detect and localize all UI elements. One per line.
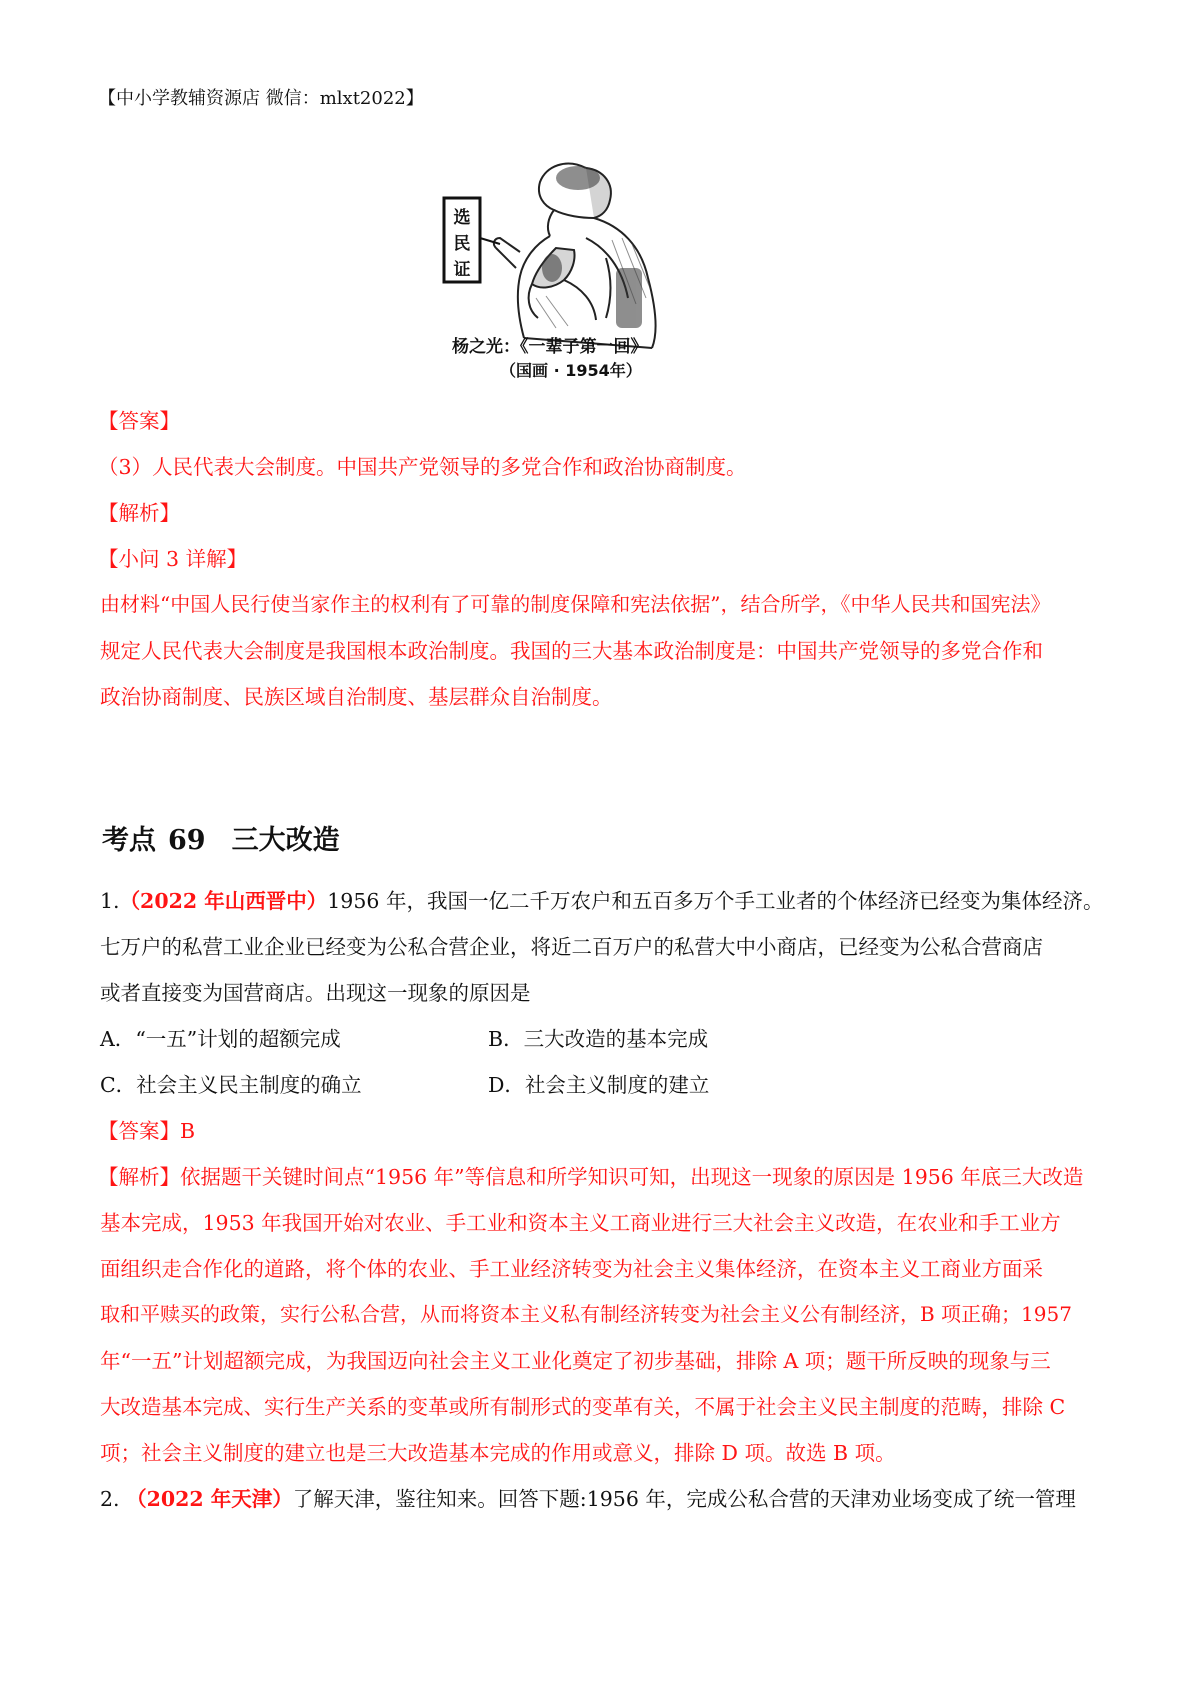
- analysis-line: 面组织走合作化的道路，将个体的农业、手工业经济转变为社会主义集体经济，在资本主义工商业方面采: [100, 1257, 1043, 1281]
- answer-text: （3）人民代表大会制度。中国共产党领导的多党合作和政治协商制度。: [98, 455, 747, 479]
- page-header: 【中小学教辅资源店 微信：mlxt2022】: [98, 88, 424, 109]
- painting-caption-year: （国画 · 1954年）: [500, 361, 642, 380]
- option-key: A．: [100, 1027, 136, 1051]
- analysis-text: 依据题干关键时间点“1956 年”等信息和所学知识可知，出现这一现象的原因是 1956 年底三大改造: [180, 1165, 1084, 1189]
- answer-label: 【答案】: [98, 409, 180, 433]
- voter-card-char-1: 选: [453, 208, 471, 228]
- option-key: D．: [488, 1073, 525, 1097]
- voter-card-char-3: 证: [453, 260, 471, 280]
- question-stem-line: 七万户的私营工业企业已经变为公私合营企业，将近二百万户的私营大中小商店，已经变为公私合营商店: [100, 935, 1043, 959]
- option-text: 社会主义民主制度的确立: [136, 1073, 362, 1097]
- option-text: 社会主义制度的建立: [524, 1073, 710, 1097]
- q1-answer: [98, 1114, 195, 1144]
- question-2-first-line: [100, 1482, 1076, 1512]
- painting-caption-title: 杨之光：《一辈子第一回》: [452, 337, 648, 357]
- answer-label: 【答案】: [98, 1119, 180, 1143]
- detail-line: 政治协商制度、民族区域自治制度、基层群众自治制度。: [100, 685, 613, 709]
- option-d: [488, 1068, 709, 1098]
- option-a: [100, 1022, 341, 1052]
- question-source: （2022 年天津）: [126, 1487, 293, 1511]
- analysis-line: 基本完成，1953 年我国开始对农业、手工业和资本主义工商业进行三大社会主义改造，在农业和手工业方: [100, 1211, 1061, 1235]
- painting-illustration: [436, 148, 732, 416]
- question-number: 2.: [100, 1487, 120, 1511]
- option-b: [488, 1022, 708, 1052]
- answer-value: B: [180, 1119, 196, 1143]
- analysis-label: 【解析】: [98, 1165, 180, 1189]
- question-stem-line: 或者直接变为国营商店。出现这一现象的原因是: [100, 981, 531, 1005]
- option-text: “一五”计划的超额完成: [135, 1027, 341, 1051]
- section-heading: [102, 818, 340, 857]
- section-prefix: 考点: [102, 825, 156, 856]
- question-source: （2022 年山西晋中）: [119, 889, 328, 913]
- voter-card-char-2: 民: [453, 234, 471, 254]
- option-key: C．: [100, 1073, 137, 1097]
- analysis-line: 大改造基本完成、实行生产关系的变革或所有制形式的变革有关，不属于社会主义民主制度的范畴，排除 C: [100, 1395, 1066, 1419]
- analysis-line: 取和平赎买的政策，实行公私合营，从而将资本主义私有制经济转变为社会主义公有制经济，B 项正确；1957: [100, 1302, 1072, 1326]
- option-c: [100, 1068, 362, 1098]
- analysis-line: 年“一五”计划超额完成，为我国迈向社会主义工业化奠定了初步基础，排除 A 项；题干所反映的现象与三: [100, 1349, 1051, 1373]
- question-stem: 了解天津，鉴往知来。回答下题:1956 年，完成公私合营的天津劝业场变成了统一管理: [292, 1487, 1076, 1511]
- section-title: 三大改造: [231, 825, 340, 856]
- analysis-line: 项；社会主义制度的建立也是三大改造基本完成的作用或意义，排除 D 项。故选 B 项。: [100, 1441, 896, 1465]
- detail-line: 由材料“中国人民行使当家作主的权利有了可靠的制度保障和宪法依据”，结合所学，《中华人民共和国宪法》: [100, 592, 1051, 616]
- q1-analysis-first-line: [98, 1160, 1083, 1190]
- detail-label: 【小问 3 详解】: [98, 547, 248, 571]
- analysis-label: 【解析】: [98, 501, 180, 525]
- option-key: B．: [488, 1027, 524, 1051]
- painting-drawing: [436, 148, 732, 416]
- section-number: 69: [168, 825, 206, 856]
- option-text: 三大改造的基本完成: [523, 1027, 709, 1051]
- question-stem: 1956 年，我国一亿二千万农户和五百多万个手工业者的个体经济已经变为集体经济。: [327, 889, 1104, 913]
- question-1-first-line: [100, 884, 1103, 914]
- question-number: 1.: [100, 889, 120, 913]
- detail-line: 规定人民代表大会制度是我国根本政治制度。我国的三大基本政治制度是：中国共产党领导的多党合作和: [100, 639, 1043, 663]
